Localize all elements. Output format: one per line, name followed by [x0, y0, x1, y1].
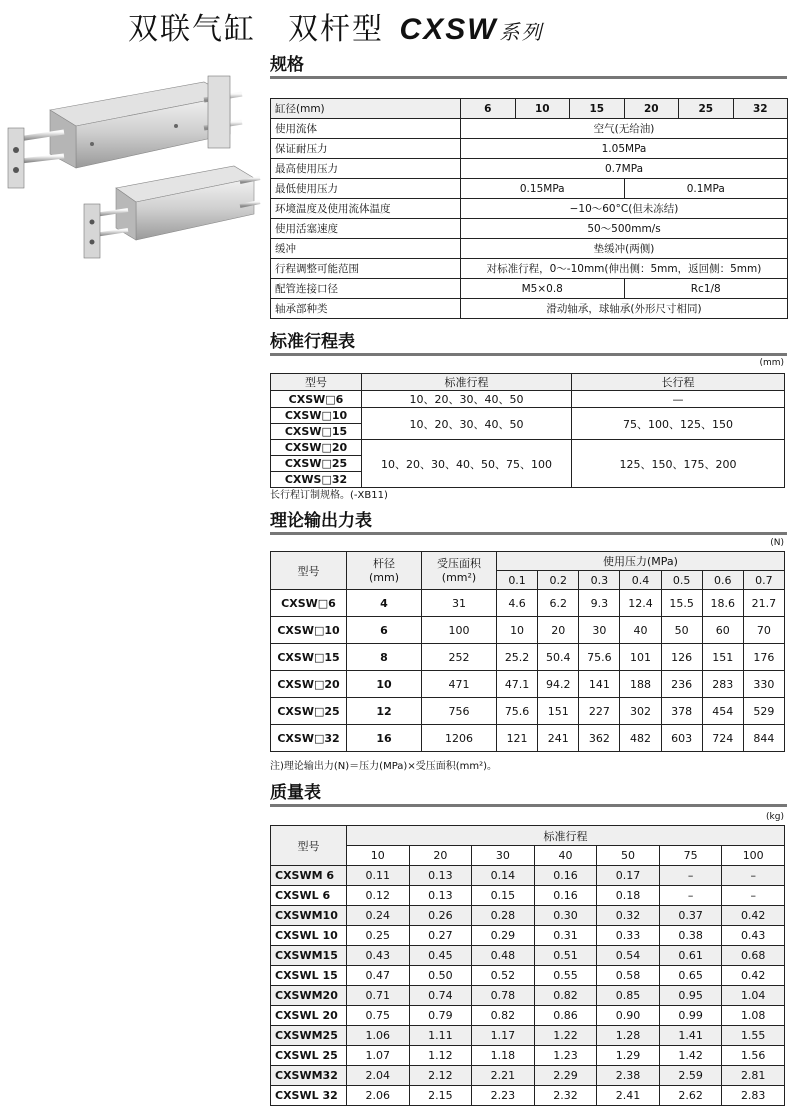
mass-value: 1.17 — [472, 1026, 535, 1046]
mass-value: 1.29 — [597, 1046, 660, 1066]
force-value: 75.6 — [579, 644, 620, 671]
mass-row — [271, 1026, 785, 1046]
stroke-model: CXSW□10 — [271, 408, 362, 424]
mass-value: 1.08 — [722, 1006, 785, 1026]
mass-value: 0.16 — [534, 886, 597, 906]
section-stroke-heading: 标准行程表 — [270, 327, 787, 356]
spec-row-label: 最低使用压力 — [271, 179, 461, 199]
mass-value: 0.52 — [472, 966, 535, 986]
force-value: 724 — [702, 725, 743, 752]
mass-value: – — [722, 866, 785, 886]
force-rod: 4 — [347, 590, 422, 617]
mass-value: 0.68 — [722, 946, 785, 966]
force-model: CXSW□32 — [271, 725, 347, 752]
mass-value: 1.42 — [659, 1046, 722, 1066]
mass-value: 0.12 — [347, 886, 410, 906]
force-value: 15.5 — [661, 590, 702, 617]
force-value: 70 — [743, 617, 784, 644]
force-header-row — [271, 552, 785, 571]
mass-value: 0.99 — [659, 1006, 722, 1026]
stroke-h-model: 型号 — [271, 374, 362, 391]
mass-value: – — [659, 886, 722, 906]
mass-value: 0.78 — [472, 986, 535, 1006]
mass-value: 0.18 — [597, 886, 660, 906]
force-value: 50 — [661, 617, 702, 644]
mass-model: CXSWL 20 — [271, 1006, 347, 1026]
spec-row — [271, 279, 788, 299]
force-h-pressure: 使用压力(MPa) — [497, 552, 785, 571]
mass-value: 0.16 — [534, 866, 597, 886]
mass-value: 0.65 — [659, 966, 722, 986]
title-series: CXSW — [399, 13, 498, 46]
mass-value: 1.28 — [597, 1026, 660, 1046]
mass-value: 0.61 — [659, 946, 722, 966]
force-value: 141 — [579, 671, 620, 698]
spec-row-label: 轴承部种类 — [271, 299, 461, 319]
mass-value: 0.25 — [347, 926, 410, 946]
stroke-table — [270, 373, 785, 488]
mass-value: 0.28 — [472, 906, 535, 926]
spec-row — [271, 119, 788, 139]
spec-row-value: 0.15MPa — [461, 179, 625, 199]
mass-value: 0.95 — [659, 986, 722, 1006]
mass-stroke: 50 — [597, 846, 660, 866]
force-table — [270, 551, 785, 752]
mass-value: 0.42 — [722, 966, 785, 986]
spec-row — [271, 159, 788, 179]
force-rod: 6 — [347, 617, 422, 644]
spec-row-label: 保证耐压力 — [271, 139, 461, 159]
spec-row-label: 环境温度及使用流体温度 — [271, 199, 461, 219]
mass-value: 2.23 — [472, 1086, 535, 1106]
mass-model: CXSWM10 — [271, 906, 347, 926]
force-row — [271, 617, 785, 644]
mass-value: 1.07 — [347, 1046, 410, 1066]
mass-h-stroke: 标准行程 — [347, 826, 785, 846]
stroke-std: 10、20、30、40、50、75、100 — [362, 440, 572, 488]
mass-value: 0.43 — [722, 926, 785, 946]
mass-value: 0.13 — [409, 866, 472, 886]
force-value: 176 — [743, 644, 784, 671]
force-value: 25.2 — [497, 644, 538, 671]
title-suffix: 系列 — [499, 20, 544, 44]
force-value: 227 — [579, 698, 620, 725]
force-value: 50.4 — [538, 644, 579, 671]
force-value: 121 — [497, 725, 538, 752]
spec-table — [270, 98, 788, 319]
force-value: 378 — [661, 698, 702, 725]
mass-value: 1.12 — [409, 1046, 472, 1066]
mass-model: CXSWL 15 — [271, 966, 347, 986]
spec-row-value: 对标准行程，0～-10mm(伸出侧：5mm，返回侧：5mm) — [461, 259, 788, 279]
mass-value: 0.11 — [347, 866, 410, 886]
force-value: 47.1 — [497, 671, 538, 698]
stroke-model: CXSW□20 — [271, 440, 362, 456]
spec-row-label: 最高使用压力 — [271, 159, 461, 179]
force-area: 756 — [422, 698, 497, 725]
mass-value: 0.54 — [597, 946, 660, 966]
force-value: 60 — [702, 617, 743, 644]
spec-row — [271, 179, 788, 199]
force-value: 362 — [579, 725, 620, 752]
stroke-h-std: 标准行程 — [362, 374, 572, 391]
force-value: 40 — [620, 617, 661, 644]
spec-row-value: Rc1/8 — [624, 279, 788, 299]
mass-value: 2.21 — [472, 1066, 535, 1086]
force-area: 252 — [422, 644, 497, 671]
force-row — [271, 725, 785, 752]
mass-value: 0.31 — [534, 926, 597, 946]
force-value: 283 — [702, 671, 743, 698]
mass-row — [271, 1066, 785, 1086]
stroke-model: CXWS□32 — [271, 472, 362, 488]
spec-row-label: 缓冲 — [271, 239, 461, 259]
mass-value: 0.33 — [597, 926, 660, 946]
force-pressure: 0.2 — [538, 571, 579, 590]
force-value: 94.2 — [538, 671, 579, 698]
force-value: 529 — [743, 698, 784, 725]
mass-stroke: 20 — [409, 846, 472, 866]
mass-value: – — [659, 866, 722, 886]
stroke-long: 125、150、175、200 — [572, 440, 785, 488]
mass-row — [271, 886, 785, 906]
title-main: 双联气缸 双杆型 — [128, 12, 384, 47]
force-h-area: 受压面积 (mm²) — [422, 552, 497, 590]
force-value: 482 — [620, 725, 661, 752]
mass-model: CXSWM20 — [271, 986, 347, 1006]
mass-row — [271, 946, 785, 966]
force-pressure: 0.4 — [620, 571, 661, 590]
mass-value: 0.38 — [659, 926, 722, 946]
stroke-std: 10、20、30、40、50 — [362, 408, 572, 440]
force-area: 471 — [422, 671, 497, 698]
stroke-unit: (mm) — [759, 358, 784, 368]
spec-row-value: 0.7MPa — [461, 159, 788, 179]
mass-value: 0.13 — [409, 886, 472, 906]
spec-row-value: −10～60°C(但未冻结) — [461, 199, 788, 219]
force-value: 6.2 — [538, 590, 579, 617]
mass-stroke: 75 — [659, 846, 722, 866]
spec-row — [271, 299, 788, 319]
force-area: 100 — [422, 617, 497, 644]
force-value: 75.6 — [497, 698, 538, 725]
mass-value: 1.22 — [534, 1026, 597, 1046]
force-area: 1206 — [422, 725, 497, 752]
spec-row-value: 50～500mm/s — [461, 219, 788, 239]
force-h-model: 型号 — [271, 552, 347, 590]
mass-value: 2.15 — [409, 1086, 472, 1106]
force-value: 101 — [620, 644, 661, 671]
mass-row — [271, 1046, 785, 1066]
section-mass-heading: 质量表 — [270, 778, 787, 807]
force-value: 236 — [661, 671, 702, 698]
mass-stroke: 100 — [722, 846, 785, 866]
spec-bore-label: 缸径(mm) — [271, 99, 461, 119]
mass-value: 2.32 — [534, 1086, 597, 1106]
mass-value: 2.04 — [347, 1066, 410, 1086]
force-value: 603 — [661, 725, 702, 752]
mass-model: CXSWL 6 — [271, 886, 347, 906]
force-pressure: 0.7 — [743, 571, 784, 590]
force-row — [271, 590, 785, 617]
spec-row — [271, 139, 788, 159]
force-value: 12.4 — [620, 590, 661, 617]
mass-value: 1.23 — [534, 1046, 597, 1066]
mass-value: 0.14 — [472, 866, 535, 886]
mass-value: 0.51 — [534, 946, 597, 966]
stroke-h-long: 长行程 — [572, 374, 785, 391]
spec-bore: 10 — [515, 99, 570, 119]
force-value: 4.6 — [497, 590, 538, 617]
force-value: 844 — [743, 725, 784, 752]
force-model: CXSW□20 — [271, 671, 347, 698]
mass-row — [271, 906, 785, 926]
mass-unit: (kg) — [766, 812, 784, 822]
mass-row — [271, 926, 785, 946]
force-value: 302 — [620, 698, 661, 725]
spec-row-value: M5×0.8 — [461, 279, 625, 299]
mass-value: 0.30 — [534, 906, 597, 926]
mass-value: 0.82 — [534, 986, 597, 1006]
stroke-long: 75、100、125、150 — [572, 408, 785, 440]
force-value: 18.6 — [702, 590, 743, 617]
mass-value: 0.42 — [722, 906, 785, 926]
mass-value: 0.29 — [472, 926, 535, 946]
mass-stroke: 40 — [534, 846, 597, 866]
stroke-note: 长行程订制规格。(-XB11) — [270, 490, 388, 501]
force-model: CXSW□10 — [271, 617, 347, 644]
mass-value: 0.55 — [534, 966, 597, 986]
spec-row — [271, 259, 788, 279]
force-value: 10 — [497, 617, 538, 644]
force-pressure: 0.1 — [497, 571, 538, 590]
mass-value: 2.12 — [409, 1066, 472, 1086]
spec-bore: 25 — [679, 99, 734, 119]
section-spec-heading: 规格 — [270, 50, 787, 79]
spec-row — [271, 239, 788, 259]
mass-value: 1.11 — [409, 1026, 472, 1046]
mass-value: 0.43 — [347, 946, 410, 966]
mass-h-model: 型号 — [271, 826, 347, 866]
spec-row-label: 使用流体 — [271, 119, 461, 139]
force-pressure: 0.3 — [579, 571, 620, 590]
stroke-model: CXSW□25 — [271, 456, 362, 472]
mass-value: 0.86 — [534, 1006, 597, 1026]
mass-value: 0.74 — [409, 986, 472, 1006]
spec-row-value: 滑动轴承，球轴承(外形尺寸相同) — [461, 299, 788, 319]
force-note: 注)理论输出力(N)＝压力(MPa)×受压面积(mm²)。 — [270, 761, 497, 772]
force-rod: 10 — [347, 671, 422, 698]
product-image-cylinders — [4, 70, 266, 270]
mass-value: 2.38 — [597, 1066, 660, 1086]
spec-row-label: 配管连接口径 — [271, 279, 461, 299]
force-value: 20 — [538, 617, 579, 644]
spec-row-value: 垫缓冲(两侧) — [461, 239, 788, 259]
mass-value: 1.18 — [472, 1046, 535, 1066]
mass-value: 0.27 — [409, 926, 472, 946]
force-rod: 12 — [347, 698, 422, 725]
force-pressure: 0.6 — [702, 571, 743, 590]
mass-value: 2.29 — [534, 1066, 597, 1086]
mass-value: 0.32 — [597, 906, 660, 926]
mass-row — [271, 866, 785, 886]
mass-row — [271, 1086, 785, 1106]
force-value: 126 — [661, 644, 702, 671]
mass-value: – — [722, 886, 785, 906]
mass-table — [270, 825, 785, 1106]
force-value: 21.7 — [743, 590, 784, 617]
mass-header-row — [271, 826, 785, 846]
mass-model: CXSWM32 — [271, 1066, 347, 1086]
mass-value: 0.85 — [597, 986, 660, 1006]
spec-bore: 32 — [733, 99, 788, 119]
mass-model: CXSWL 25 — [271, 1046, 347, 1066]
force-unit: (N) — [770, 538, 784, 548]
mass-value: 0.37 — [659, 906, 722, 926]
stroke-std: 10、20、30、40、50 — [362, 391, 572, 408]
spec-header-row — [271, 99, 788, 119]
force-model: CXSW□15 — [271, 644, 347, 671]
force-row — [271, 644, 785, 671]
force-rod: 8 — [347, 644, 422, 671]
mass-row — [271, 986, 785, 1006]
force-h-rod: 杆径 (mm) — [347, 552, 422, 590]
mass-value: 0.47 — [347, 966, 410, 986]
mass-value: 0.45 — [409, 946, 472, 966]
force-value: 151 — [538, 698, 579, 725]
force-value: 454 — [702, 698, 743, 725]
mass-value: 0.90 — [597, 1006, 660, 1026]
force-value: 9.3 — [579, 590, 620, 617]
mass-value: 0.50 — [409, 966, 472, 986]
mass-value: 2.59 — [659, 1066, 722, 1086]
spec-row-label: 使用活塞速度 — [271, 219, 461, 239]
force-row — [271, 671, 785, 698]
mass-value: 0.26 — [409, 906, 472, 926]
spec-row-label: 行程调整可能范围 — [271, 259, 461, 279]
force-model: CXSW□25 — [271, 698, 347, 725]
mass-value: 1.06 — [347, 1026, 410, 1046]
mass-model: CXSWL 10 — [271, 926, 347, 946]
force-rod: 16 — [347, 725, 422, 752]
mass-value: 0.24 — [347, 906, 410, 926]
mass-value: 0.17 — [597, 866, 660, 886]
spec-row-value: 0.1MPa — [624, 179, 788, 199]
mass-value: 0.71 — [347, 986, 410, 1006]
mass-value: 1.56 — [722, 1046, 785, 1066]
mass-stroke: 30 — [472, 846, 535, 866]
mass-value: 0.48 — [472, 946, 535, 966]
spec-row-value: 1.05MPa — [461, 139, 788, 159]
force-value: 330 — [743, 671, 784, 698]
mass-stroke-row — [271, 846, 785, 866]
spec-bore: 6 — [461, 99, 516, 119]
mass-value: 1.55 — [722, 1026, 785, 1046]
mass-value: 2.62 — [659, 1086, 722, 1106]
force-value: 30 — [579, 617, 620, 644]
force-model: CXSW□6 — [271, 590, 347, 617]
stroke-model: CXSW□15 — [271, 424, 362, 440]
mass-value: 1.41 — [659, 1026, 722, 1046]
spec-bore: 20 — [624, 99, 679, 119]
mass-value: 1.04 — [722, 986, 785, 1006]
mass-value: 0.79 — [409, 1006, 472, 1026]
mass-row — [271, 1006, 785, 1026]
mass-model: CXSWM15 — [271, 946, 347, 966]
mass-row — [271, 966, 785, 986]
force-value: 151 — [702, 644, 743, 671]
mass-stroke: 10 — [347, 846, 410, 866]
spec-row — [271, 219, 788, 239]
stroke-model: CXSW□6 — [271, 391, 362, 408]
force-value: 241 — [538, 725, 579, 752]
section-force-heading: 理论输出力表 — [270, 506, 787, 535]
spec-bore: 15 — [570, 99, 625, 119]
mass-value: 0.58 — [597, 966, 660, 986]
page-title — [128, 4, 544, 48]
mass-value: 2.41 — [597, 1086, 660, 1106]
stroke-long: — — [572, 391, 785, 408]
mass-value: 2.06 — [347, 1086, 410, 1106]
spec-row-value: 空气(无给油) — [461, 119, 788, 139]
mass-model: CXSWM 6 — [271, 866, 347, 886]
stroke-header-row — [271, 374, 785, 391]
spec-row — [271, 199, 788, 219]
mass-value: 2.81 — [722, 1066, 785, 1086]
mass-model: CXSWM25 — [271, 1026, 347, 1046]
force-row — [271, 698, 785, 725]
mass-model: CXSWL 32 — [271, 1086, 347, 1106]
force-area: 31 — [422, 590, 497, 617]
mass-value: 0.75 — [347, 1006, 410, 1026]
mass-value: 0.82 — [472, 1006, 535, 1026]
force-value: 188 — [620, 671, 661, 698]
force-pressure: 0.5 — [661, 571, 702, 590]
mass-value: 2.83 — [722, 1086, 785, 1106]
mass-value: 0.15 — [472, 886, 535, 906]
